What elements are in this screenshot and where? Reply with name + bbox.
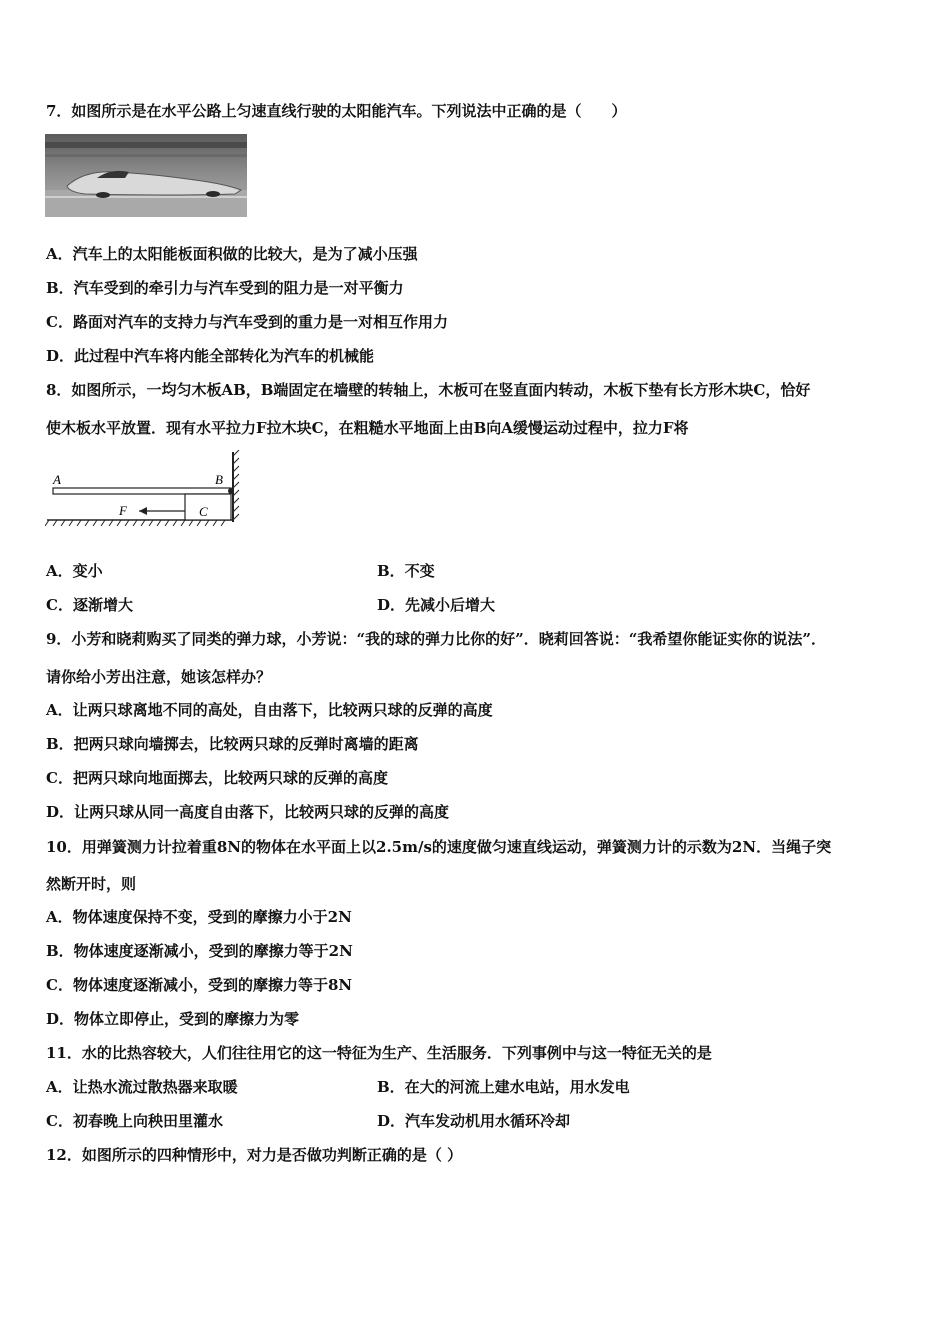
q9-stem-line1: 9．小芳和晓莉购买了同类的弹力球，小芳说：“我的球的弹力比你的好”．晓莉回答说：“我希望你能证实你的说法”． [46, 630, 826, 648]
q9-option-b: B．把两只球向墙掷去，比较两只球的反弹时离墙的距离 [46, 735, 419, 753]
q8-option-c: C．逐渐增大 [46, 596, 133, 614]
q10-option-b: B．物体速度逐渐减小，受到的摩擦力等于2N [46, 942, 353, 960]
q9-option-c: C．把两只球向地面掷去，比较两只球的反弹的高度 [46, 769, 388, 787]
q10-stem-line2: 然断开时，则 [46, 875, 137, 893]
q11-option-b: B．在大的河流上建水电站，用水发电 [377, 1078, 630, 1096]
q8-option-a: A．变小 [46, 562, 103, 580]
q10-option-d: D．物体立即停止，受到的摩擦力为零 [46, 1010, 300, 1028]
board-block-figure [45, 450, 240, 530]
label-b: B [215, 472, 223, 487]
q9-option-d: D．让两只球从同一高度自由落下，比较两只球的反弹的高度 [46, 803, 450, 821]
label-f: F [119, 503, 127, 518]
label-c: C [199, 504, 208, 519]
q8-stem-line2: 使木板水平放置．现有水平拉力F拉木块C，在粗糙水平地面上由B向A缓慢运动过程中，拉力F将 [46, 419, 689, 437]
q7-stem: 7．如图所示是在水平公路上匀速直线行驶的太阳能汽车。下列说法中正确的是（ ） [46, 102, 627, 120]
q11-option-c: C．初春晚上向秧田里灌水 [46, 1112, 223, 1130]
q11-option-d: D．汽车发动机用水循环冷却 [377, 1112, 571, 1130]
q7-option-a: A．汽车上的太阳能板面积做的比较大，是为了减小压强 [46, 245, 418, 263]
label-a: A [53, 472, 61, 487]
q7-option-d: D．此过程中汽车将内能全部转化为汽车的机械能 [46, 347, 375, 365]
q10-option-c: C．物体速度逐渐减小，受到的摩擦力等于8N [46, 976, 353, 994]
q8-option-b: B．不变 [377, 562, 435, 580]
solar-car-photo [45, 134, 247, 217]
q7-option-c: C．路面对汽车的支持力与汽车受到的重力是一对相互作用力 [46, 313, 448, 331]
q8-option-d: D．先减小后增大 [377, 596, 496, 614]
q11-stem: 11．水的比热容较大，人们往往用它的这一特征为生产、生活服务．下列事例中与这一特征无关的是 [46, 1044, 712, 1062]
q10-stem-line1: 10．用弹簧测力计拉着重8N的物体在水平面上以2.5m/s的速度做匀速直线运动，弹簧测力计的示数为2N．当绳子突 [46, 838, 832, 856]
q12-stem: 12．如图所示的四种情形中，对力是否做功判断正确的是（ ） [46, 1146, 463, 1164]
q11-option-a: A．让热水流过散热器来取暖 [46, 1078, 238, 1096]
q8-stem-line1: 8．如图所示，一均匀木板AB，B端固定在墙壁的转轴上，木板可在竖直面内转动，木板下垫有长方形木块C，恰好 [46, 381, 811, 399]
q10-option-a: A．物体速度保持不变，受到的摩擦力小于2N [46, 908, 352, 926]
q9-stem-line2: 请你给小芳出注意，她该怎样办？ [46, 668, 272, 686]
q7-option-b: B．汽车受到的牵引力与汽车受到的阻力是一对平衡力 [46, 279, 404, 297]
q9-option-a: A．让两只球离地不同的高处，自由落下，比较两只球的反弹的高度 [46, 701, 493, 719]
